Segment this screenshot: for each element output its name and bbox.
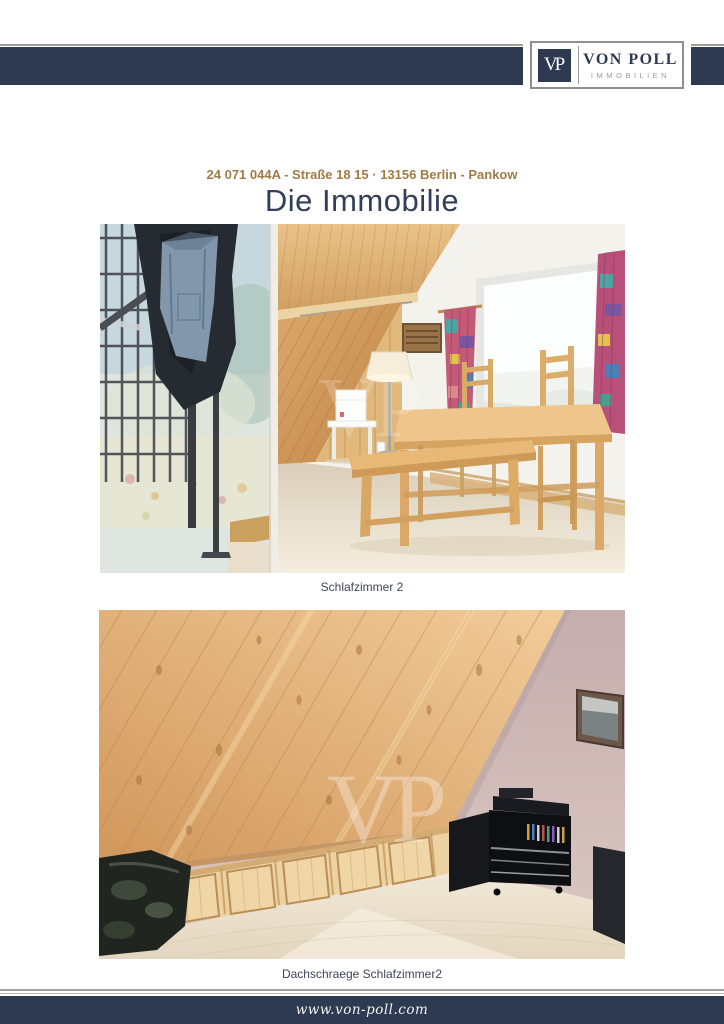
photo-dachschraege-schlafzimmer2	[99, 610, 625, 959]
framed-picture	[577, 690, 623, 748]
footer-bar	[0, 996, 724, 1024]
page-title: Die Immobilie	[264, 183, 460, 218]
photo-illustration	[99, 610, 625, 959]
brand-name: VON POLL	[583, 50, 678, 68]
photo-caption: Schlafzimmer 2	[320, 580, 404, 594]
property-reference: 24 071 044A - Straße 18 15 · 13156 Berlin - Pankow	[206, 167, 518, 182]
von-poll-logo	[530, 41, 684, 89]
brand-division: IMMOBILIEN	[590, 70, 671, 80]
speaker	[593, 846, 625, 944]
website-link[interactable]: www.von-poll.com	[295, 1002, 429, 1018]
photo-schlafzimmer-2	[100, 224, 625, 573]
photo-caption: Dachschraege Schlafzimmer2	[281, 967, 443, 981]
vp-monogram-icon	[538, 49, 571, 82]
photo-illustration	[100, 224, 625, 573]
vp-watermark: VP	[318, 359, 416, 455]
footer-rule-thin	[0, 993, 724, 994]
logo-text	[579, 51, 682, 80]
wall-vent-frame	[403, 324, 441, 352]
vp-watermark: VP	[327, 753, 439, 864]
vp-monogram-text: VP	[543, 54, 563, 75]
footer-rule	[0, 989, 724, 991]
